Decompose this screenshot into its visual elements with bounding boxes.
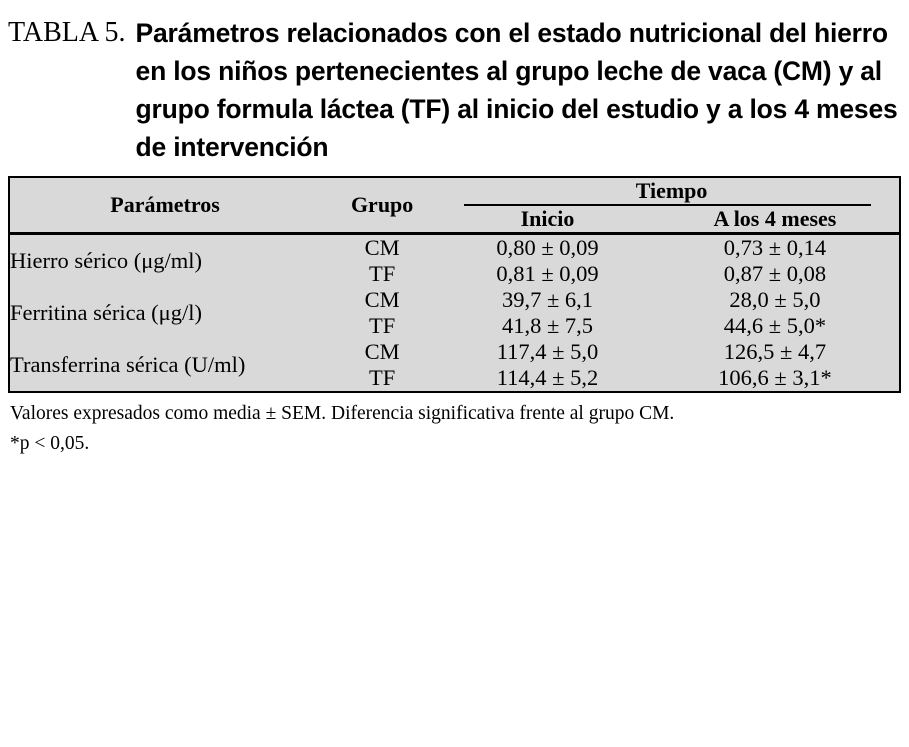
header-inicio: Inicio bbox=[520, 206, 575, 231]
table-row bbox=[10, 287, 899, 313]
header-parametros: Parámetros bbox=[110, 192, 220, 217]
cell-meses: 126,5 ± 4,7 bbox=[723, 339, 827, 364]
cell-grupo: CM bbox=[364, 235, 400, 260]
data-table-container bbox=[8, 176, 901, 393]
table-title bbox=[8, 10, 901, 172]
table-header-row-top bbox=[10, 178, 899, 206]
footnote-line-2: *p < 0,05. bbox=[10, 433, 90, 454]
cell-meses: 106,6 ± 3,1* bbox=[718, 365, 832, 390]
cell-grupo: TF bbox=[368, 261, 396, 286]
header-tiempo bbox=[444, 178, 899, 206]
table-row bbox=[10, 339, 899, 365]
cell-parametro: Hierro sérico (μg/ml) bbox=[10, 248, 202, 273]
cell-meses: 0,87 ± 0,08 bbox=[723, 261, 827, 286]
cell-grupo: TF bbox=[368, 313, 396, 338]
cell-grupo: TF bbox=[368, 365, 396, 390]
header-cuatro-meses: A los 4 meses bbox=[713, 206, 837, 231]
cell-meses: 0,73 ± 0,14 bbox=[723, 235, 827, 260]
header-grupo: Grupo bbox=[350, 192, 414, 217]
table-row bbox=[10, 235, 899, 261]
cell-inicio: 117,4 ± 5,0 bbox=[496, 339, 599, 364]
cell-inicio: 114,4 ± 5,2 bbox=[496, 365, 599, 390]
cell-inicio: 0,80 ± 0,09 bbox=[496, 235, 599, 260]
cell-inicio: 39,7 ± 6,1 bbox=[501, 287, 594, 312]
cell-meses: 44,6 ± 5,0* bbox=[723, 313, 827, 338]
footnote-line-1: Valores expresados como media ± SEM. Diferencia significativa frente al grupo CM. bbox=[10, 403, 675, 424]
cell-meses: 28,0 ± 5,0 bbox=[729, 287, 821, 312]
header-tiempo-label: Tiempo bbox=[635, 178, 708, 203]
cell-grupo: CM bbox=[364, 339, 400, 364]
table-title-text: Parámetros relacionados con el estado nutricional del hierro en los niños pertenecientes al grupo leche de vaca (CM) y al grupo formula láctea (TF) al inicio del estudio y a los 4 meses de intervención bbox=[135, 18, 898, 162]
cell-inicio: 41,8 ± 7,5 bbox=[501, 313, 594, 338]
cell-parametro: Transferrina sérica (U/ml) bbox=[10, 352, 246, 377]
cell-parametro: Ferritina sérica (μg/l) bbox=[10, 300, 202, 325]
data-table bbox=[10, 178, 899, 391]
table-footnotes bbox=[8, 393, 901, 457]
cell-grupo: CM bbox=[364, 287, 400, 312]
cell-inicio: 0,81 ± 0,09 bbox=[496, 261, 599, 286]
table-number-label: TABLA 5. bbox=[8, 17, 126, 48]
